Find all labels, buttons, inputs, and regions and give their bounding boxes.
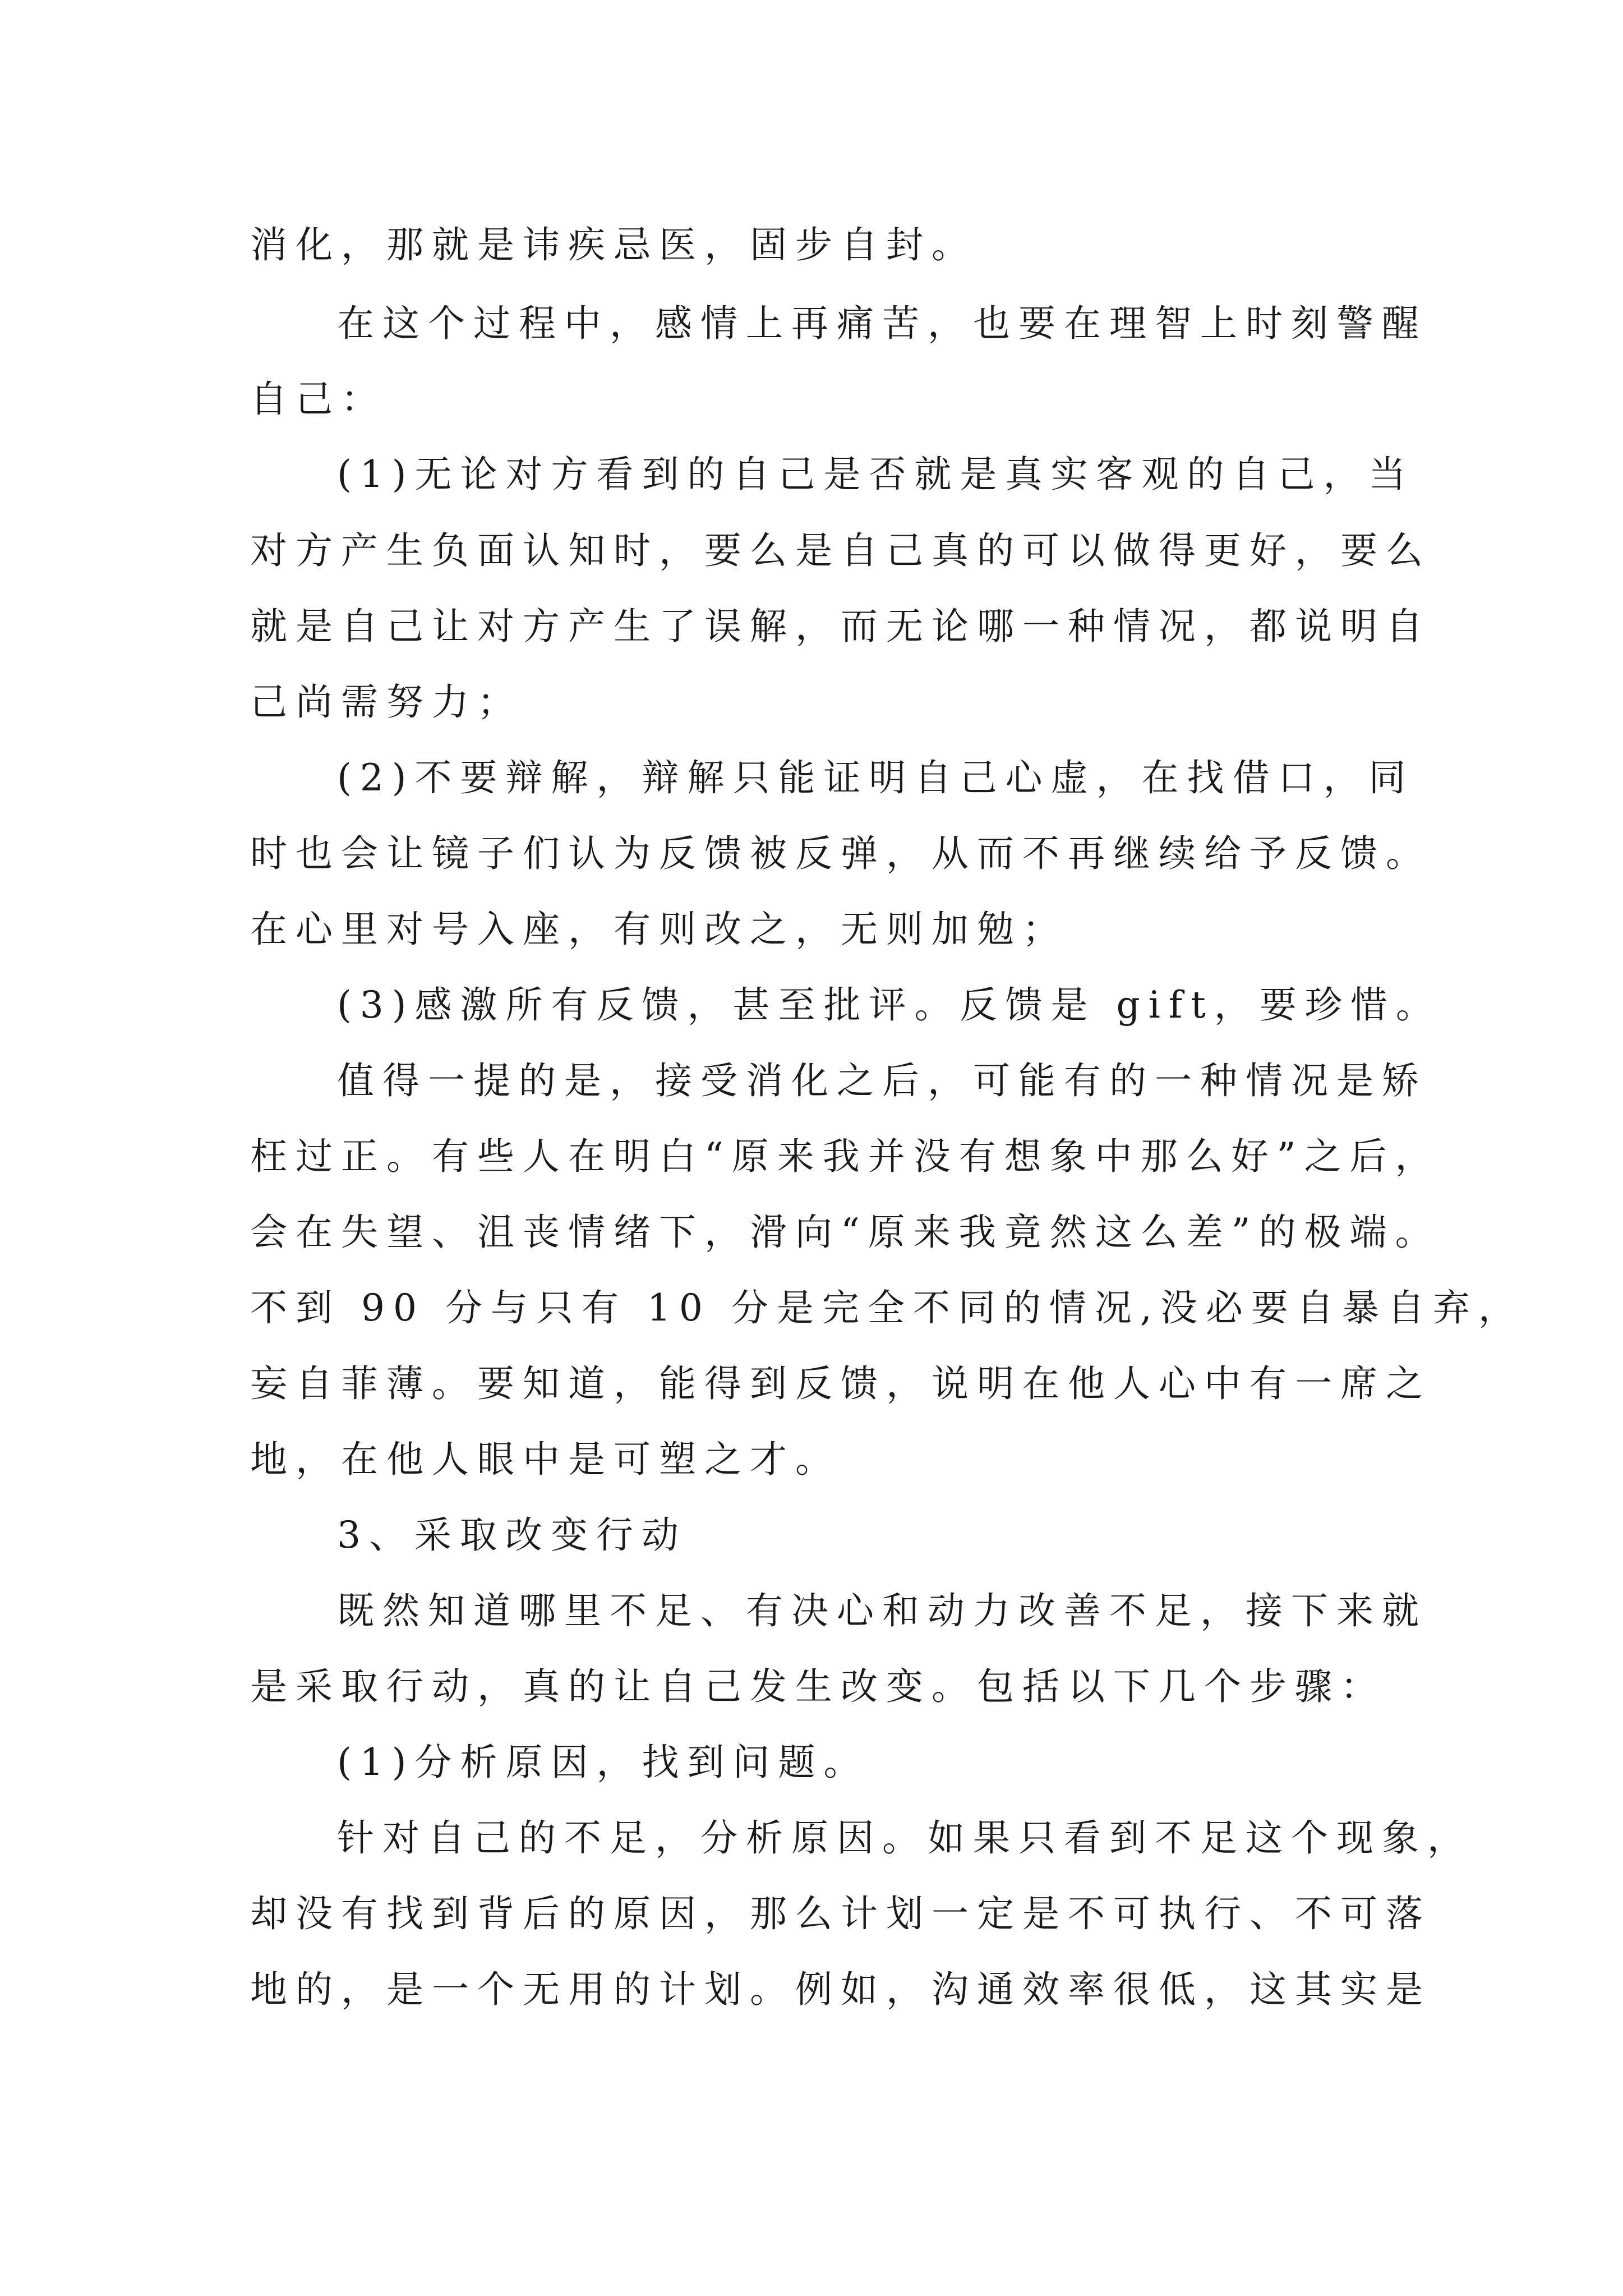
text-line: 是采取行动，真的让自己发生改变。包括以下几个步骤：	[250, 1665, 1386, 1708]
paragraph-first-line: (3)感激所有反馈，甚至批评。反馈是 gift，要珍惜。	[337, 983, 1441, 1027]
text-line: 己尚需努力；	[250, 680, 523, 724]
text-line: 对方产生负面认知时，要么是自己真的可以做得更好，要么	[250, 529, 1431, 572]
text-line: 时也会让镜子们认为反馈被反弹，从而不再继续给予反馈。	[250, 832, 1431, 875]
paragraph-first-line: 在这个过程中，感情上再痛苦，也要在理智上时刻警醒	[337, 302, 1427, 345]
text-line: 不到 90 分与只有 10 分是完全不同的情况,没必要自暴自弃，	[250, 1286, 1524, 1329]
paragraph-first-line: (1)无论对方看到的自己是否就是真实客观的自己，当	[337, 453, 1414, 496]
text-line: 却没有找到背后的原因，那么计划一定是不可执行、不可落	[250, 1892, 1431, 1935]
section-heading: 3、采取改变行动	[337, 1513, 687, 1557]
text-line: 就是自己让对方产生了误解，而无论哪一种情况，都说明自	[250, 605, 1431, 648]
text-line: 自己：	[250, 378, 386, 421]
paragraph-first-line: 值得一提的是，接受消化之后，可能有的一种情况是矫	[337, 1059, 1427, 1102]
text-line: 地的，是一个无用的计划。例如，沟通效率很低，这其实是	[250, 1968, 1431, 2011]
text-line: 会在失望、沮丧情绪下，滑向“原来我竟然这么差”的极端。	[250, 1211, 1441, 1254]
paragraph-first-line: 针对自己的不足，分析原因。如果只看到不足这个现象，	[337, 1816, 1473, 1860]
text-line: 在心里对号入座，有则改之，无则加勉；	[250, 908, 1068, 951]
text-line: 消化，那就是讳疾忌医，固步自封。	[250, 223, 977, 266]
paragraph-first-line: (2)不要辩解，辩解只能证明自己心虚，在找借口，同	[337, 756, 1414, 799]
paragraph-first-line: (1)分析原因，找到问题。	[337, 1741, 869, 1784]
text-line: 枉过正。有些人在明白“原来我并没有想象中那么好”之后，	[250, 1135, 1441, 1178]
text-line: 妄自菲薄。要知道，能得到反馈，说明在他人心中有一席之	[250, 1362, 1431, 1405]
text-line: 地，在他人眼中是可塑之才。	[250, 1438, 841, 1481]
paragraph-first-line: 既然知道哪里不足、有决心和动力改善不足，接下来就	[337, 1589, 1427, 1632]
